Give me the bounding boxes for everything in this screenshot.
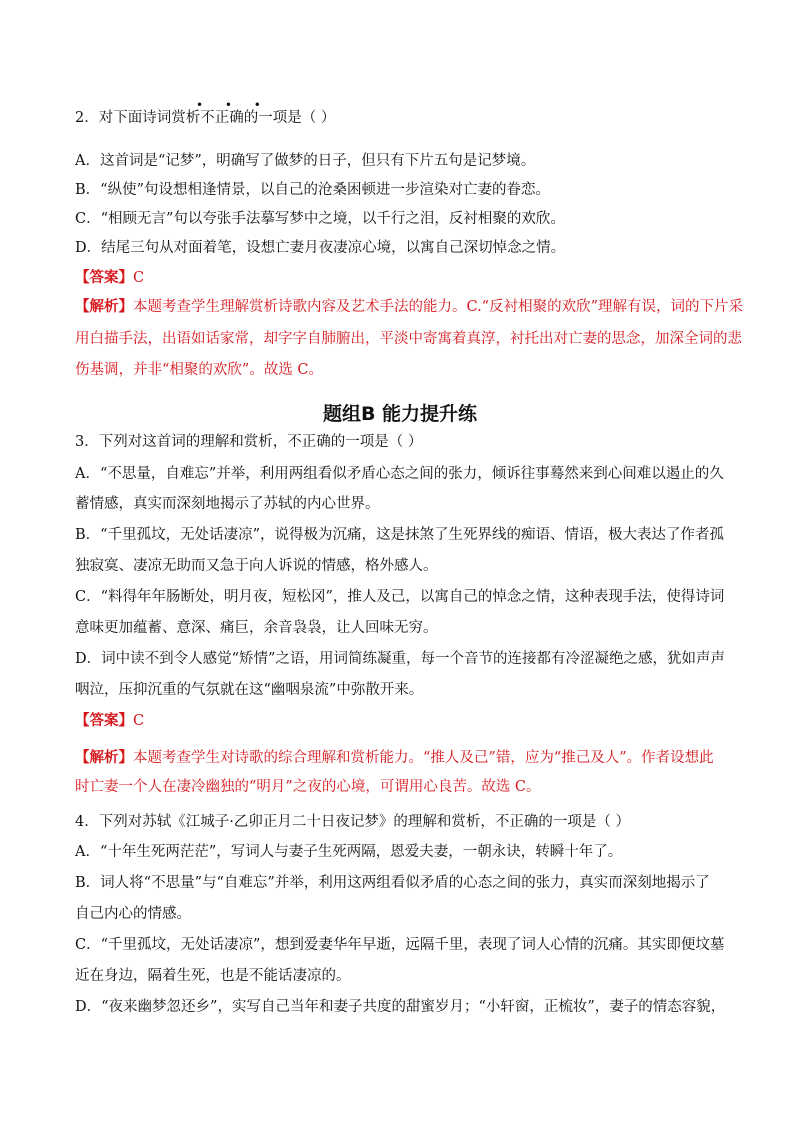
q4-option-line: D．“夜来幽梦忽还乡”，实写自己当年和妻子共度的甜蜜岁月；“小轩窗，正梳妆”，妻子的情态容貌， (75, 999, 726, 1015)
answer-label: 【答案】 (75, 269, 133, 286)
q4-stem: 4．下列对苏轼《江城子·乙卯正月二十日夜记梦》的理解和赏析，不正确的一项是（ ） (75, 814, 630, 830)
q4-option-line: 自己内心的情感。 (75, 906, 191, 922)
q3-option-line: 咽泣，压抑沉重的气氛就在这“幽咽泉流”中弥散开来。 (75, 682, 424, 698)
q3-stem: 3．下列对这首词的理解和赏析，不正确的一项是（ ） (75, 434, 423, 450)
q4-option-line: C．“千里孤坟，无处话凄凉”，想到爱妻华年早逝，远隔千里，表现了词人心情的沉痛。其实即便坟墓 (75, 937, 725, 953)
q4-option-line: 近在身边，隔着生死，也是不能话凄凉的。 (75, 968, 351, 984)
q2-option-d: D．结尾三句从对面着笔，设想亡妻月夜凄凉心境，以寓自己深切悼念之情。 (75, 240, 566, 256)
q3-option-line: C．“料得年年肠断处，明月夜，短松冈”，推人及己，以寓自己的悼念之情，这种表现手法，使得诗词 (75, 589, 725, 605)
analysis-label: 【解析】 (75, 298, 133, 315)
q3-option-line: 蓄情感，真实而深刻地揭示了苏轼的内心世界。 (75, 496, 380, 512)
q3-answer (75, 711, 144, 731)
answer-value: C (133, 270, 145, 286)
q2-analysis-line: 伤基调，并非“相聚的欢欣”。故选 C。 (75, 362, 324, 378)
section-heading: 题组B 能力提升练 (322, 403, 478, 425)
answer-value: C (133, 713, 145, 729)
analysis-text: 本题考查学生理解赏析诗歌内容及艺术手法的能力。C.“反衬相聚的欢欣”理解有误，词的下片采 (133, 299, 744, 315)
q3-option-line: D．词中读不到令人感觉“矫情”之语，用词简练凝重，每一个音节的连接都有冷涩凝绝之感，犹如声声 (75, 651, 725, 667)
q2-answer (75, 268, 144, 288)
answer-label: 【答案】 (75, 712, 133, 729)
analysis-label: 【解析】 (75, 749, 133, 766)
emphasis-dots: • • • (196, 98, 270, 112)
analysis-text: 本题考查学生对诗歌的综合理解和赏析能力。“推人及己”错，应为“推己及人”。作者设想此 (133, 750, 714, 766)
q3-option-line: 独寂寞、凄凉无助而又急于向人诉说的情感，格外感人。 (75, 558, 438, 574)
q2-option-b: B．“纵使”句设想相逢情景，以自己的沧桑困顿进一步渲染对亡妻的眷恋。 (75, 182, 550, 198)
q2-stem: 2．对下面诗词赏析不正确的一项是（ ） (75, 110, 336, 126)
q3-option-line: 意味更加蕴蓄、意深、痛巨，余音袅袅，让人回味无穷。 (75, 620, 438, 636)
q3-option-line: B．“千里孤坟，无处话凄凉”，说得极为沉痛，这是抹煞了生死界线的痴语、情语，极大表达了作者孤 (75, 527, 724, 543)
q2-option-a: A．这首词是“记梦”，明确写了做梦的日子，但只有下片五句是记梦境。 (75, 153, 536, 169)
q2-option-c: C．“相顾无言”句以夸张手法摹写梦中之境，以千行之泪，反衬相聚的欢欣。 (75, 211, 565, 227)
q3-analysis-line: 时亡妻一个人在凄冷幽独的“明月”之夜的心境，可谓用心良苦。故选 C。 (75, 779, 541, 795)
q3-option-line: A．“不思量，自难忘”并举，利用两组看似矛盾心态之间的张力，倾诉往事蓦然来到心间难以遏止的久 (75, 466, 724, 482)
q4-option-line: B．词人将“不思量”与“自难忘”并举，利用这两组看似矛盾的心态之间的张力，真实而深刻地揭示了 (75, 875, 710, 891)
q4-option-line: A．“十年生死两茫茫”，写词人与妻子生死两隔，恩爱夫妻，一朝永诀，转瞬十年了。 (75, 844, 623, 860)
q2-analysis-line (75, 297, 743, 317)
q2-analysis-line: 用白描手法，出语如话家常，却字字自肺腑出，平淡中寄寓着真淳，衬托出对亡妻的思念，加深全词的悲 (75, 331, 742, 347)
q3-analysis-line (75, 748, 714, 768)
